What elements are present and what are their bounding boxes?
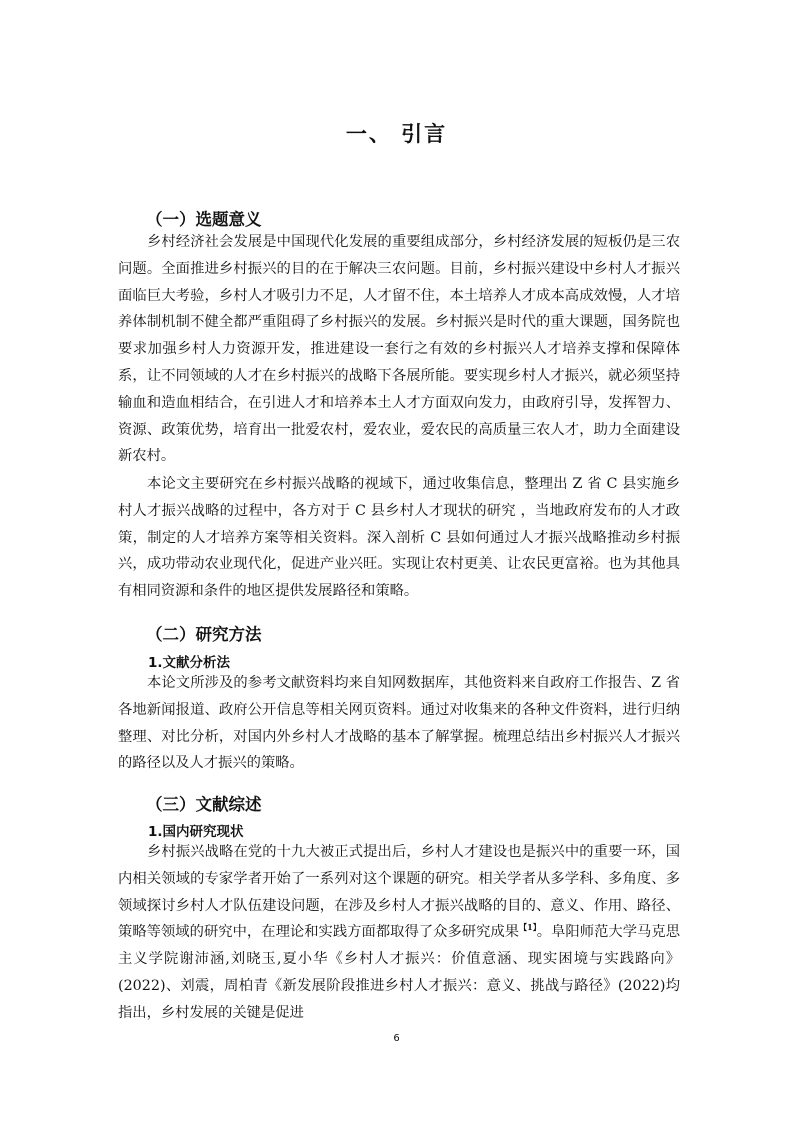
section-heading-significance: （一）选题意义 xyxy=(146,210,262,229)
section-heading-methods: （二）研究方法 xyxy=(146,625,262,644)
paragraph-significance-1: 乡村经济社会发展是中国现代化发展的重要组成部分，乡村经济发展的短板仍是三农问题。全面推进乡村振兴的目的在于解决三农问题。目前，乡村振兴建设中乡村人才振兴面临巨大考验，乡村人才吸引力不足，人才留不住，本土培养人才成本高成效慢，人才培养体制机制不健全都严重阻碍了乡村振兴的发展。乡村振兴是时代的重大课题，国务院也要求加强乡村人力资源开发，推进建设一套行之有效的乡村振兴人才培养支撑和保障体系，让不同领域的人才在乡村振兴的战略下各展所能。要实现乡村人才振兴，就必须坚持输血和造血相结合，在引进人才和培养本土人才方面双向发力，由政府引导，发挥智力、资源、政策优势，培育出一批爱农村，爱农业，爱农民的高质量三农人才，助力全面建设新农村。 xyxy=(118,234,680,465)
paragraph-significance-2: 本论文主要研究在乡村振兴战略的视域下，通过收集信息，整理出 Z 省 C 县实施乡村人才振兴战略的过程中，各方对于 C 县乡村人才现状的研究 ，当地政府发布的人才政策，制定的人才培养方案等相关资料。深入剖析 C 县如何通过人才振兴战略推动乡村振兴，成功带动农业现代化，促进产业兴旺。实现让农村更美、让农民更富裕。也为其他具有相同资源和条件的地区提供发展路径和策略。 xyxy=(118,476,680,600)
paragraph-methods: 本论文所涉及的参考文献资料均来自知网数据库，其他资料来自政府工作报告、Z 省各地新闻报道、政府公开信息等相关网页资料。通过对收集来的各种文件资料，进行归纳整理、对比分析，对国内外乡村人才战略的基本了解掌握。梳理总结出乡村振兴人才振兴的路径以及人才振兴的策略。 xyxy=(118,675,680,772)
paragraph-review-part2: 。阜阳师范大学马克思主义学院谢沛涵,刘晓玉,夏小华《乡村人才振兴：价值意涵、现实困境与实践路向》(2022)、刘震，周柏青《新发展阶段推进乡村人才振兴：意义、挑战与路径》(2022)均指出，乡村发展的关键是促进 xyxy=(118,924,680,1021)
subheading-domestic-research: 1.国内研究现状 xyxy=(148,824,244,840)
paragraph-review xyxy=(118,839,680,1027)
section-heading-review: （三）文献综述 xyxy=(146,795,262,814)
chapter-title: 一、 引言 xyxy=(345,122,448,146)
page-number: 6 xyxy=(393,1033,400,1044)
subheading-literature-analysis: 1.文献分析法 xyxy=(148,655,231,671)
citation-marker: 【1】 xyxy=(519,922,537,933)
paragraph-review-part1: 乡村振兴战略在党的十九大被正式提出后，乡村人才建设也是振兴中的重要一环，国内相关领域的专家学者开始了一系列对这个课题的研究。相关学者从多学科、多角度、多领域探讨乡村人才队伍建设问题，在涉及乡村人才振兴战略的目的、意义、作用、路径、策略等领域的研究中，在理论和实践方面都取得了众多研究成果 xyxy=(118,844,680,941)
